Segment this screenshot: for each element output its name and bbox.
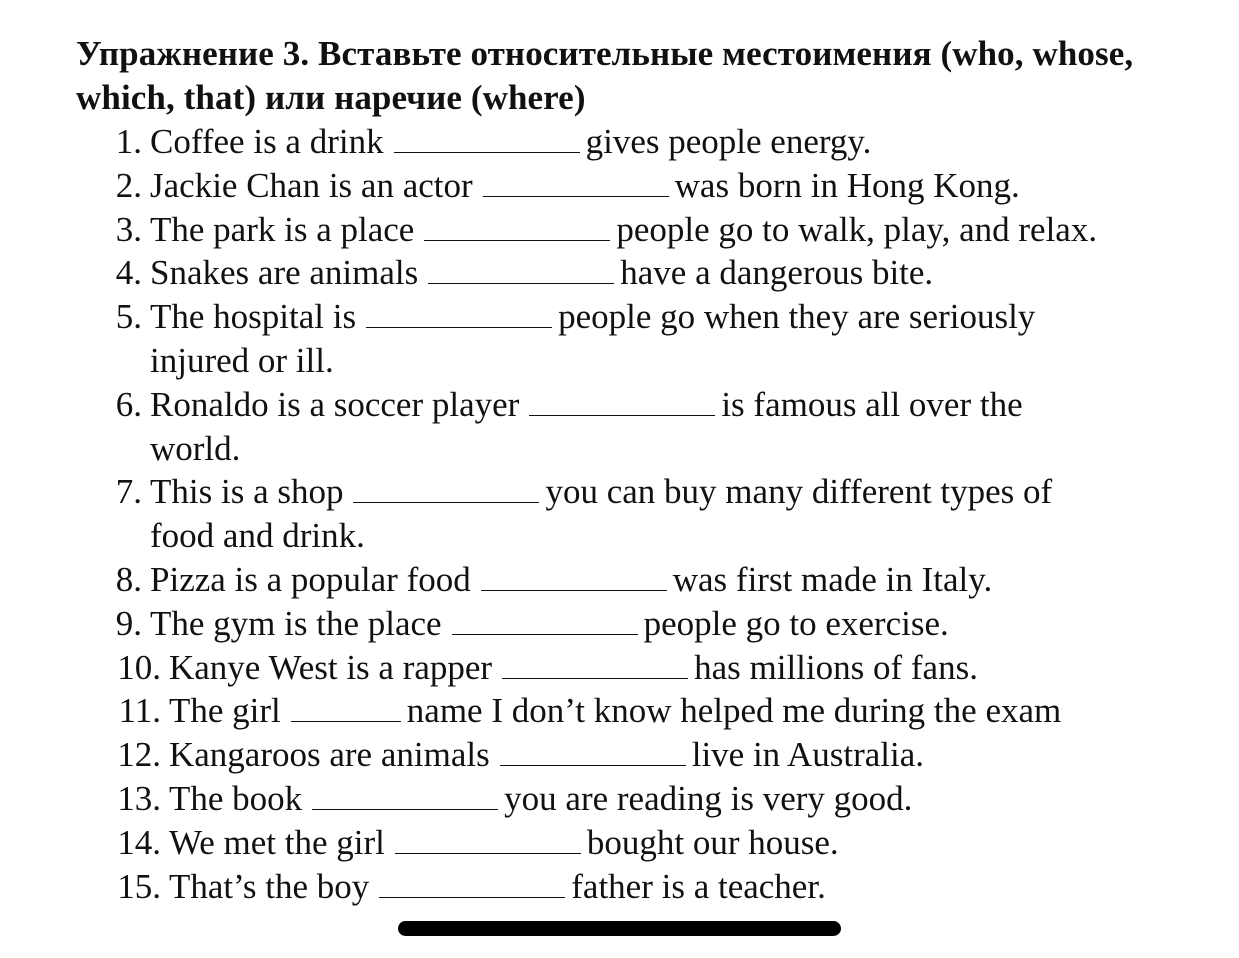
list-item [0, 383, 1239, 471]
item-text [150, 251, 933, 295]
item-before: Coffee is a drink [150, 122, 384, 161]
item-after: people go to exercise. [643, 603, 949, 643]
item-before: That’s the boy [169, 866, 370, 906]
item-after: bought our house. [586, 822, 839, 862]
item-before: The park is a place [150, 209, 415, 249]
exercise-list [0, 120, 1239, 908]
item-continuation: injured or ill. [150, 340, 334, 380]
answer-blank[interactable] [366, 326, 552, 328]
list-item [0, 120, 1239, 164]
item-after: live in Australia. [691, 735, 925, 775]
item-after: is famous all over the [721, 384, 1023, 424]
answer-blank[interactable] [502, 677, 688, 679]
item-continuation: world. [150, 428, 241, 468]
item-after: have a dangerous bite. [620, 253, 934, 293]
item-after: was first made in Italy. [672, 559, 993, 599]
item-after: has millions of fans. [694, 647, 978, 687]
list-item [0, 208, 1239, 252]
item-before: The hospital is [150, 297, 357, 337]
item-number: 7. [115, 472, 142, 512]
item-number: 3. [115, 209, 142, 249]
answer-blank[interactable] [483, 195, 669, 197]
item-after: you are reading is very good. [504, 778, 913, 818]
item-number: 4. [115, 253, 142, 293]
item-number: 13. [117, 778, 161, 818]
list-item [0, 602, 1239, 646]
item-before: We met the girl [169, 822, 385, 862]
item-text [150, 383, 1023, 471]
item-before: Jackie Chan is an actor [150, 165, 473, 205]
list-item [0, 295, 1239, 383]
answer-blank[interactable] [353, 501, 539, 503]
item-text [169, 689, 1061, 733]
item-number: 2. [115, 165, 142, 205]
item-before: The book [169, 778, 303, 818]
item-number: 6. [115, 384, 142, 424]
list-item [0, 558, 1239, 602]
answer-blank[interactable] [394, 151, 580, 153]
item-before: The gym is the place [150, 603, 442, 643]
item-before: Kanye West is a rapper [169, 647, 493, 687]
answer-blank[interactable] [452, 633, 638, 635]
item-number: 11. [118, 691, 161, 731]
list-item [0, 470, 1239, 558]
item-after: people go when they are seriously [558, 297, 1036, 337]
list-item [0, 251, 1239, 295]
item-number: 9. [115, 603, 142, 643]
item-text [150, 558, 992, 602]
answer-blank[interactable] [428, 282, 614, 284]
item-after: people go to walk, play, and relax. [616, 209, 1098, 249]
item-before: Ronaldo is a soccer player [150, 384, 520, 424]
answer-blank[interactable] [291, 720, 401, 722]
list-item [0, 689, 1239, 733]
item-number: 10. [117, 647, 161, 687]
item-before: Kangaroos are animals [169, 735, 490, 775]
home-indicator-bar[interactable] [398, 921, 841, 936]
list-item [0, 821, 1239, 865]
item-after: was born in Hong Kong. [674, 165, 1020, 205]
item-text [169, 865, 826, 909]
answer-blank[interactable] [379, 896, 565, 898]
item-text [169, 777, 912, 821]
list-item [0, 777, 1239, 821]
answer-blank[interactable] [500, 764, 686, 766]
item-number: 14. [117, 822, 161, 862]
answer-blank[interactable] [424, 239, 610, 241]
item-number: 8. [115, 559, 142, 599]
answer-blank[interactable] [395, 852, 581, 854]
item-text [150, 470, 1052, 558]
item-text [150, 208, 1097, 252]
list-item [0, 646, 1239, 690]
item-continuation: food and drink. [150, 516, 365, 556]
item-after: gives people energy. [585, 122, 872, 161]
item-text [150, 295, 1035, 383]
answer-blank[interactable] [312, 808, 498, 810]
item-before: This is a shop [150, 472, 344, 512]
item-after: father is a teacher. [571, 866, 826, 906]
list-item [0, 164, 1239, 208]
answer-blank[interactable] [529, 414, 715, 416]
item-number: 12. [117, 735, 161, 775]
item-after: you can buy many different types of [545, 472, 1053, 512]
answer-blank[interactable] [481, 589, 667, 591]
item-before: Pizza is a popular food [150, 559, 471, 599]
item-text [169, 733, 924, 777]
item-number: 1. [115, 122, 142, 161]
list-item [0, 865, 1239, 909]
item-before: The girl [169, 691, 281, 731]
item-text [169, 821, 839, 865]
item-text [150, 602, 949, 646]
list-item [0, 733, 1239, 777]
item-before: Snakes are animals [150, 253, 419, 293]
item-number: 5. [115, 297, 142, 337]
item-text [150, 120, 871, 164]
item-text [169, 646, 978, 690]
item-number: 15. [117, 866, 161, 906]
item-after: name I don’t know helped me during the exam [406, 691, 1062, 731]
item-text [150, 164, 1020, 208]
exercise-title: Упражнение 3. Вставьте относительные местоимения (who, whose, which, that) или наречие (where) [76, 34, 1134, 117]
